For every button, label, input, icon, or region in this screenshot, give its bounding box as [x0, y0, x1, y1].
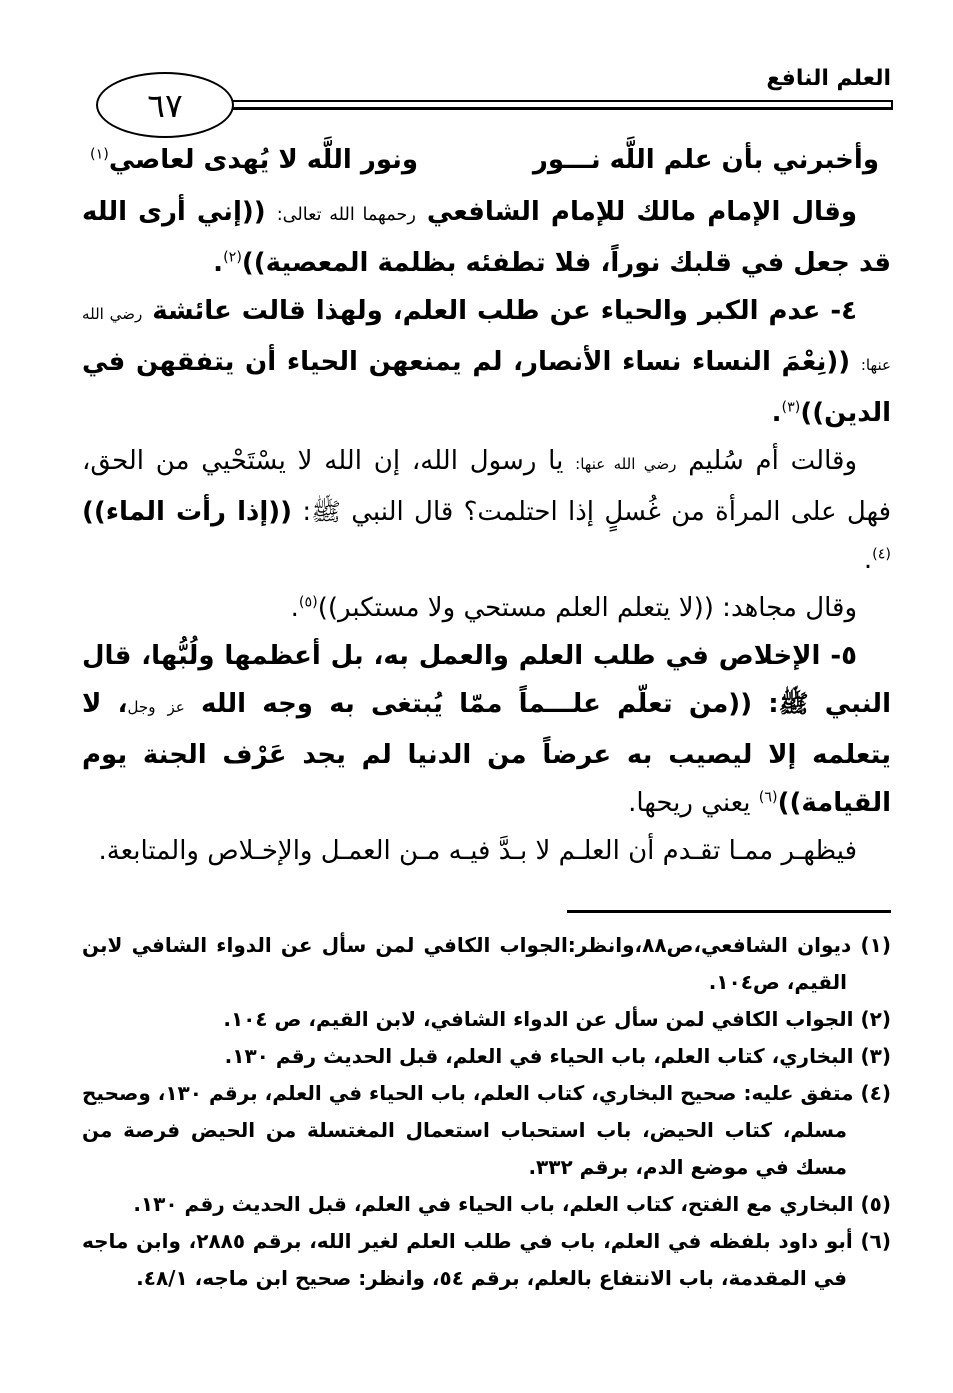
- footnote-number: (٣): [860, 1044, 891, 1068]
- honorific-radiallahu-anha: رضي الله عنها:: [575, 455, 677, 473]
- paragraph-imam-malik: وقال الإمام مالك للإمام الشافعي رحمهما الله تعالى: ((إني أرى الله قد جعل في قلبك نوراً، فلا تطفئه بظلمة المعصية))$^{(٢)}$.: [82, 197, 891, 278]
- footnote-text: متفق عليه: صحيح البخاري، كتاب العلم، باب الحياء في العلم، برقم ١٣٠، وصحيح مسلم، كتاب الحيض، باب استحباب استعمال المغتسلة من الحيض فرصة من مسك في موضع الدم، برقم ٣٣٢.: [82, 1081, 854, 1179]
- footnote-text: الجواب الكافي لمن سأل عن الدواء الشافي، لابن القيم، ص ١٠٤.: [223, 1007, 854, 1031]
- footnote-marker-4: (٤): [872, 546, 891, 563]
- footnote-separator-rule: [567, 910, 891, 913]
- paragraph-point5-ikhlas: ٥- الإخلاص في طلب العلم والعمل به، بل أعظمها ولُبُّها، قال النبي ﷺ: ((من تعلّم علـــماً ممّا يُبتغى به وجه الله عز وجل، لا يتعلمه إلا ليصيب به عرضاً من الدنيا لم يجد عَرْف الجنة يوم القيامة))$^{(٦)}$ يعني ريحها.: [82, 641, 891, 818]
- honorific-rahimahuma: رحمهما الله تعالى:: [276, 205, 416, 225]
- footnote-4: [82, 1075, 891, 1186]
- footnote-5: [82, 1186, 891, 1223]
- footnote-text: البخاري مع الفتح، كتاب العلم، باب الحياء في العلم، قبل الحديث رقم ١٣٠.: [133, 1192, 854, 1216]
- footnote-1: [82, 927, 891, 1001]
- footnotes-block: [82, 910, 891, 1297]
- paragraph-mujahid: وقال مجاهد: ((لا يتعلم العلم مستحي ولا مستكبر))$^{(٥)}$.: [290, 593, 857, 623]
- footnote-number: (٦): [860, 1229, 891, 1253]
- footnote-number: (٥): [860, 1192, 891, 1216]
- paragraph-conclusion: فيظهـر ممـا تقـدم أن العلـم لا بـدَّ فيـه مـن العمـل والإخـلاص والمتابعة.: [98, 836, 857, 866]
- footnote-number: (٢): [860, 1007, 891, 1031]
- footnote-marker-1: (١): [90, 146, 109, 163]
- footnote-3: [82, 1038, 891, 1075]
- paragraph-point4-kibr: ٤- عدم الكبر والحياء عن طلب العلم، ولهذا قالت عائشة رضي الله عنها: ((نِعْمَ النساء نساء الأنصار، لم يمنعهن الحياء أن يتفقهن في الدين))$^{(٣)}$.: [82, 296, 891, 428]
- poetry-line: [82, 136, 891, 184]
- footnote-text: ديوان الشافعي،ص٨٨،وانظر:الجواب الكافي لمن سأل عن الدواء الشافي لابن القيم، ص١٠٤.: [82, 933, 852, 994]
- header-rule: [226, 100, 893, 110]
- footnote-text: أبو داود بلفظه في العلم، باب في طلب العلم لغير الله، برقم ٢٨٨٥، وابن ماجه في المقدمة، باب الانتفاع بالعلم، برقم ٥٤، وانظر: صحيح ابن ماجه، ٤٨/١.: [82, 1229, 853, 1290]
- footnote-2: [82, 1001, 891, 1038]
- honorific-radiallahu-anha: رضي الله عنها:: [82, 305, 891, 374]
- poetry-right-hemistich: وأخبرني بأن علم اللَّه نـــور: [532, 145, 879, 175]
- footnote-marker-6: (٦): [758, 789, 778, 806]
- salla-allahu-alayhi-wasallam-glyph: ﷺ: [778, 689, 809, 718]
- footnote-6: [82, 1223, 891, 1297]
- poetry-left-hemistich: ونور اللَّه لا يُهدى لعاصي$^{(١)}$: [90, 145, 419, 175]
- footnote-text: البخاري، كتاب العلم، باب الحياء في العلم، قبل الحديث رقم ١٣٠.: [224, 1044, 854, 1068]
- page-number-oval: [96, 72, 234, 138]
- salla-allahu-alayhi-wasallam-glyph: ﷺ: [311, 497, 341, 526]
- footnote-marker-2: (٢): [223, 249, 242, 266]
- paragraph-umm-sulaym: وقالت أم سُليم رضي الله عنها: يا رسول الله، إن الله لا يسْتَحْيي من الحق، فهل على المرأة من غُسلٍ إذا احتلمت؟ قال النبي ﷺ: ((إذا رأت الماء))$^{(٤)}$.: [82, 446, 891, 575]
- footnote-marker-3: (٣): [781, 399, 801, 416]
- book-title: العلم النافع: [766, 66, 891, 91]
- main-text-block: [82, 136, 891, 875]
- footnote-number: (١): [860, 933, 891, 957]
- footnote-marker-5: (٥): [298, 594, 318, 611]
- azza-wa-jall-glyph: عز وجل: [127, 698, 185, 716]
- footnote-number: (٤): [860, 1081, 891, 1105]
- page-number: ٦٧: [147, 85, 183, 125]
